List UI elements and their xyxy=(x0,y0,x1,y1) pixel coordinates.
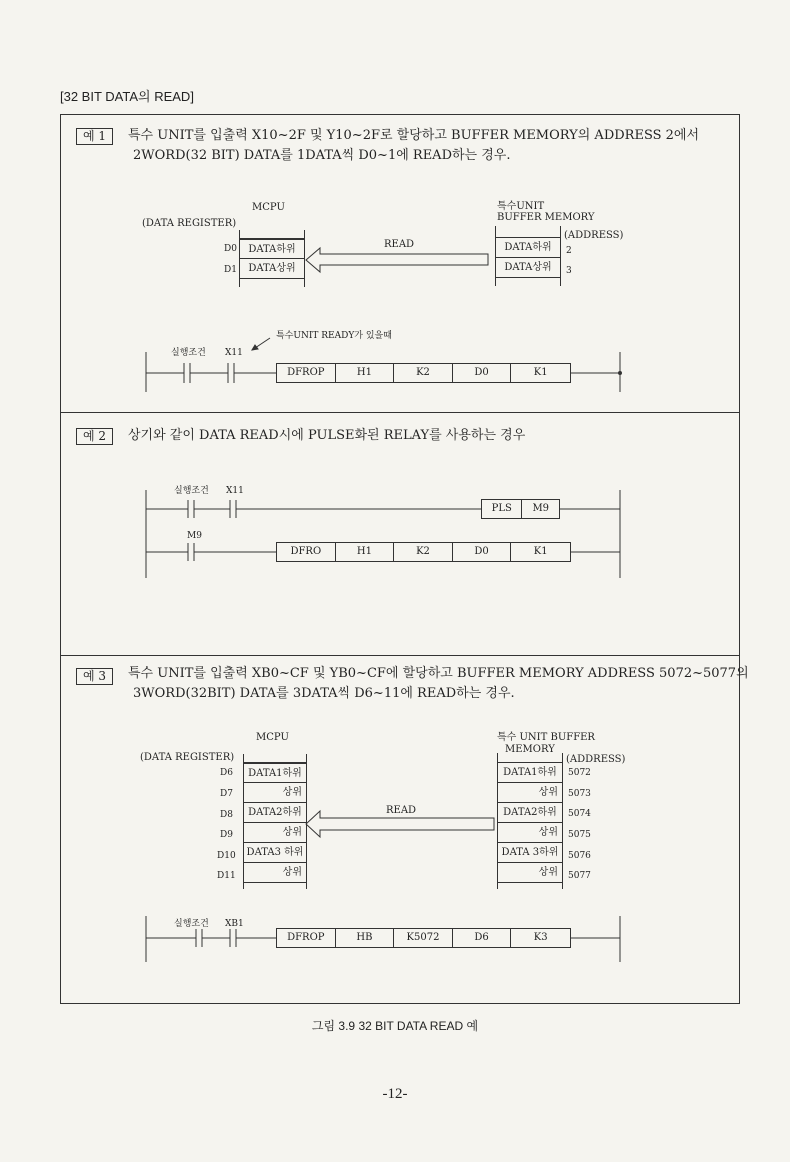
ex3-cpu-registers xyxy=(243,754,307,889)
example-1-badge: 예 1 xyxy=(76,128,113,145)
ex2-condition-label: 실행조건 xyxy=(174,486,209,496)
ex3-address-5076: 5076 xyxy=(568,851,591,861)
ex3-unit-title-1: 특수 UNIT BUFFER xyxy=(497,732,595,743)
ex2-instr-arg-4: K1 xyxy=(533,546,548,557)
ex1-cpu-cell-2: DATA상위 xyxy=(240,259,304,279)
ex1-reg-d0: D0 xyxy=(224,244,237,254)
ex3-buf-cell-3: DATA2하위 xyxy=(498,803,562,823)
ex3-unit-title-2: MEMORY xyxy=(505,744,555,755)
ex3-buf-cell-4: 상위 xyxy=(498,823,562,843)
ex3-cpu-cell-3: DATA2하위 xyxy=(244,803,306,823)
ex2-instruction-block xyxy=(276,542,571,562)
ex1-instr-arg-2: K2 xyxy=(394,364,453,382)
ex1-reg-d1: D1 xyxy=(224,265,237,275)
ex1-unit-title-1: 특수UNIT xyxy=(497,201,545,212)
ex1-address-2: 2 xyxy=(566,246,572,256)
example-1-line-1: 특수 UNIT를 입출력 X10~2F 및 Y10~2F로 할당하고 BUFFER MEMORY의 ADDRESS 2에서 xyxy=(128,128,700,143)
ex3-buffer-memory xyxy=(497,753,563,889)
ex1-unit-title-2: BUFFER MEMORY xyxy=(497,212,595,223)
ex2-pls-block xyxy=(481,499,560,519)
example-2-line-1: 상기와 같이 DATA READ시에 PULSE화된 RELAY를 사용하는 경우 xyxy=(128,428,526,443)
ex2-contact-m9: M9 xyxy=(187,531,202,541)
ex2-instr-op: DFRO xyxy=(277,543,336,561)
ex1-condition-label: 실행조건 xyxy=(171,348,206,358)
ex3-reg-d9: D9 xyxy=(220,830,233,840)
ex3-address-5072: 5072 xyxy=(568,768,591,778)
figure-caption: 그림 3.9 32 BIT DATA READ 예 xyxy=(311,1019,479,1033)
ex1-cpu-registers xyxy=(239,230,305,287)
ex1-instr-op: DFROP xyxy=(277,364,336,382)
ex3-reg-d10: D10 xyxy=(217,851,236,861)
ex3-instr-op: DFROP xyxy=(277,929,336,947)
ex1-cpu-cell-1: DATA하위 xyxy=(240,239,304,259)
ex2-pls-op: PLS xyxy=(482,500,522,518)
ex3-reg-d11: D11 xyxy=(217,871,236,881)
ex3-address-header: (ADDRESS) xyxy=(566,754,626,765)
ex3-address-5075: 5075 xyxy=(568,830,591,840)
ex1-address-header: (ADDRESS) xyxy=(564,230,624,241)
ex3-address-5074: 5074 xyxy=(568,809,591,819)
ex3-buf-cell-5: DATA 3하위 xyxy=(498,843,562,863)
ex1-instr-arg-1: H1 xyxy=(336,364,395,382)
ex3-instr-arg-2: K5072 xyxy=(394,929,453,947)
ex3-address-5073: 5073 xyxy=(568,789,591,799)
example-3-badge: 예 3 xyxy=(76,668,113,685)
ex3-cpu-cell-6: 상위 xyxy=(244,863,306,883)
ex3-cpu-cell-2: 상위 xyxy=(244,783,306,803)
ex1-address-3: 3 xyxy=(566,266,572,276)
ex1-buffer-memory xyxy=(495,226,561,286)
read-arrow-1 xyxy=(306,248,488,272)
ex3-reg-d8: D8 xyxy=(220,810,233,820)
ex3-cpu-cell-5: DATA3 하위 xyxy=(244,843,306,863)
ex2-instr-arg-3: D0 xyxy=(453,543,512,561)
example-1-line-2: 2WORD(32 BIT) DATA를 1DATA씩 D0~1에 READ하는 경우. xyxy=(133,148,511,163)
ex3-reg-d7: D7 xyxy=(220,789,233,799)
ex3-instr-arg-3: D6 xyxy=(453,929,512,947)
ex3-instruction-block xyxy=(276,928,571,948)
ex1-instruction-block xyxy=(276,363,571,383)
page-number: -12- xyxy=(382,1086,408,1102)
ex3-reg-d6: D6 xyxy=(220,768,233,778)
ex3-buf-cell-6: 상위 xyxy=(498,863,562,883)
ex2-instr-arg-1: H1 xyxy=(336,543,395,561)
ex1-contact-x11: X11 xyxy=(225,348,243,358)
ex1-buf-cell-1: DATA하위 xyxy=(496,238,560,258)
ex1-read-label: READ xyxy=(384,239,415,250)
ex3-cpu-cell-1: DATA1하위 xyxy=(244,763,306,783)
ex1-mcpu-label: MCPU xyxy=(252,202,285,213)
ex2-contact-x11: X11 xyxy=(226,486,244,496)
ex1-instr-arg-4: K1 xyxy=(533,367,548,378)
example-3-line-2: 3WORD(32BIT) DATA를 3DATA씩 D6~11에 READ하는 경우. xyxy=(133,686,515,701)
ex1-instr-arg-3: D0 xyxy=(453,364,512,382)
section-heading: [32 BIT DATA의 READ] xyxy=(60,89,194,104)
ex2-pls-arg: M9 xyxy=(532,503,550,514)
ex3-condition-label: 실행조건 xyxy=(174,919,209,929)
ex3-instr-arg-1: HB xyxy=(336,929,395,947)
example-2-badge: 예 2 xyxy=(76,428,113,445)
ex3-address-5077: 5077 xyxy=(568,871,591,881)
example-3-line-1: 특수 UNIT를 입출력 XB0~CF 및 YB0~CF에 할당하고 BUFFER MEMORY ADDRESS 5072~5077의 xyxy=(128,666,749,681)
ex1-data-register-label: (DATA REGISTER) xyxy=(142,218,237,229)
ex3-read-label: READ xyxy=(386,805,417,816)
ex3-cpu-cell-4: 상위 xyxy=(244,823,306,843)
ex3-data-register-label: (DATA REGISTER) xyxy=(140,752,235,763)
ex3-mcpu-label: MCPU xyxy=(256,732,289,743)
ex2-instr-arg-2: K2 xyxy=(394,543,453,561)
ex1-buf-cell-2: DATA상위 xyxy=(496,258,560,278)
ex3-contact-xb1: XB1 xyxy=(225,919,244,929)
ex3-buf-cell-1: DATA1하위 xyxy=(498,763,562,783)
ex3-instr-arg-4: K3 xyxy=(533,932,548,943)
ex3-buf-cell-2: 상위 xyxy=(498,783,562,803)
ex1-ready-note: 특수UNIT READY가 있을때 xyxy=(276,331,392,341)
